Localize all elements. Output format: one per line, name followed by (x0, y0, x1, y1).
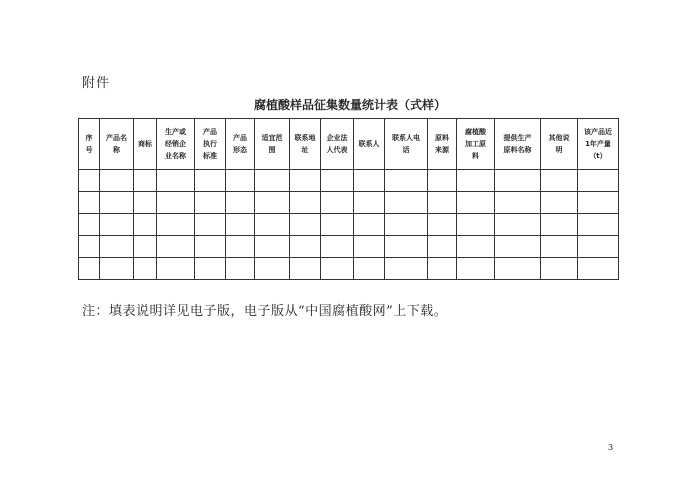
table-cell (290, 170, 321, 192)
header-row (79, 119, 619, 170)
table-cell (495, 236, 541, 258)
table-cell (134, 214, 157, 236)
table-row (79, 170, 619, 192)
table-cell (354, 214, 385, 236)
table-cell (321, 170, 354, 192)
table-row (79, 214, 619, 236)
table-cell (79, 258, 100, 280)
column-header: 联系地 址 (290, 119, 321, 170)
table-cell (495, 192, 541, 214)
table-cell (157, 214, 195, 236)
table-cell (100, 170, 134, 192)
table-cell (255, 170, 290, 192)
table-cell (226, 258, 255, 280)
column-header: 商标 (134, 119, 157, 170)
table-cell (428, 214, 457, 236)
table-cell (385, 192, 428, 214)
table-cell (541, 236, 578, 258)
column-header: 联系人电 话 (385, 119, 428, 170)
table-cell (100, 214, 134, 236)
table-cell (255, 258, 290, 280)
table-cell (457, 214, 495, 236)
column-header: 其他说 明 (541, 119, 578, 170)
table-cell (134, 170, 157, 192)
table-cell (541, 170, 578, 192)
table-cell (195, 170, 226, 192)
table-cell (290, 236, 321, 258)
column-header: 产品 形态 (226, 119, 255, 170)
table-cell (134, 258, 157, 280)
table-cell (578, 214, 619, 236)
attachment-label: 附件 (82, 76, 111, 91)
table-cell (255, 192, 290, 214)
table-cell (226, 236, 255, 258)
table-cell (100, 258, 134, 280)
table-cell (578, 258, 619, 280)
table-cell (255, 236, 290, 258)
table-cell (255, 214, 290, 236)
column-header: 联系人 (354, 119, 385, 170)
footnote: 注：填表说明详见电子版，电子版从“中国腐植酸网”上下载。 (82, 304, 448, 319)
table-cell (457, 192, 495, 214)
column-header: 产品名 称 (100, 119, 134, 170)
page-number: 3 (608, 443, 614, 452)
column-header: 提供生产 原料名称 (495, 119, 541, 170)
table-cell (157, 192, 195, 214)
table-cell (428, 192, 457, 214)
table-cell (457, 170, 495, 192)
column-header: 原料 来源 (428, 119, 457, 170)
column-header: 企业法 人代表 (321, 119, 354, 170)
table-cell (457, 258, 495, 280)
table-cell (354, 170, 385, 192)
table-cell (79, 192, 100, 214)
table-cell (79, 214, 100, 236)
table-row (79, 258, 619, 280)
table-cell (428, 170, 457, 192)
table-cell (134, 192, 157, 214)
table-row (79, 236, 619, 258)
table-cell (321, 236, 354, 258)
column-header: 生产或 经销企 业名称 (157, 119, 195, 170)
table-title: 腐植酸样品征集数量统计表（式样） (253, 98, 446, 112)
table-cell (195, 258, 226, 280)
table-cell (157, 170, 195, 192)
table-cell (578, 236, 619, 258)
statistics-table (78, 118, 619, 280)
table-cell (457, 236, 495, 258)
column-header: 该产品近 1年产量 （t） (578, 119, 619, 170)
table-cell (354, 192, 385, 214)
table-cell (428, 236, 457, 258)
table-cell (79, 236, 100, 258)
table-cell (495, 214, 541, 236)
table-cell (195, 192, 226, 214)
table-cell (226, 214, 255, 236)
table-cell (157, 236, 195, 258)
column-header: 序 号 (79, 119, 100, 170)
table-cell (226, 170, 255, 192)
table-cell (290, 214, 321, 236)
column-header: 腐植酸 加工原 料 (457, 119, 495, 170)
table-cell (541, 192, 578, 214)
table-cell (385, 258, 428, 280)
column-header: 产品 执行 标准 (195, 119, 226, 170)
table-cell (321, 214, 354, 236)
table-cell (290, 258, 321, 280)
table-cell (541, 258, 578, 280)
table-cell (195, 236, 226, 258)
table-cell (495, 258, 541, 280)
table-cell (134, 236, 157, 258)
table-cell (321, 192, 354, 214)
table-cell (226, 192, 255, 214)
table-body (79, 170, 619, 280)
table-cell (100, 236, 134, 258)
column-header: 适宜范 围 (255, 119, 290, 170)
table-cell (385, 236, 428, 258)
table-cell (385, 170, 428, 192)
table-cell (354, 258, 385, 280)
table-cell (157, 258, 195, 280)
table-cell (385, 214, 428, 236)
table-cell (195, 214, 226, 236)
table-cell (290, 192, 321, 214)
table-cell (100, 192, 134, 214)
table-cell (578, 170, 619, 192)
table-cell (354, 236, 385, 258)
table-cell (321, 258, 354, 280)
table-row (79, 192, 619, 214)
table-cell (495, 170, 541, 192)
table-cell (79, 170, 100, 192)
table-cell (578, 192, 619, 214)
table-cell (541, 214, 578, 236)
table-cell (428, 258, 457, 280)
